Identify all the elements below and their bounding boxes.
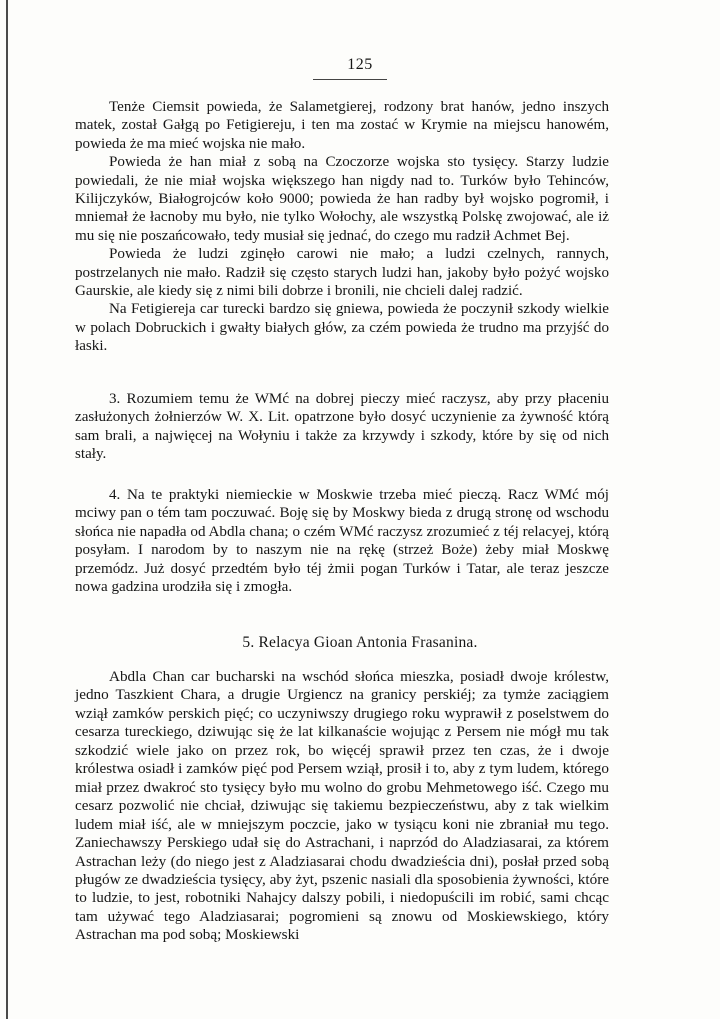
numbered-point-4: [75, 486, 609, 596]
page-number: 125: [347, 56, 373, 73]
paragraph-czoczora-army: Powieda że han miał z sobą na Czoczorze wojska sto tysięcy. Starzy ludzie powiedali, że nie miał wojska większego han nigdy nad to. Turków było Tehinców, Kilijczyków, Białogrojców koło 9000; powieda że han radby był wojsko pogromił, i mniemał że łacnoby mu było, nie tylko Wołochy, ale wszystką Polskę zwojować, ale iż mu się nie poszańcowało, tedy musiał się jednać, do czego mu radził Achmet Bej.: [75, 154, 609, 244]
paragraph-salametgierej: Tenże Ciemsit powieda, że Salametgierej, rodzony brat hanów, jedno inszych matek, został Gałgą po Fetigiereju, i ten ma zostać w Krymie na miejscu hanowém, powieda że ma mieć wojska nie mało.: [75, 99, 609, 152]
paragraph-abdla-chan: Abdla Chan car bucharski na wschód słońca mieszka, posiadł dwoje królestw, jedno Taszkient Chara, a drugie Urgiencz na granicy perskiéj; za tymże zaciągiem wziął zamków perskich pięć; co uczyniwszy drugiego roku wyprawił z poselstwem do cesarza tureckiego, dziwując się że lat kilkanaście wojując z Persem nie mógł mu tak szkodzić wiele jako on przez rok, bo więcéj sprawił przez ten czas, że i dwoje królestwa osiadł i zamków pięć pod Persem wziął, prosił i to, aby z tym ludem, którego miał przez dwakroć sto tysięcy było mu wolno do grobu Mehmetowego iść. Czego mu cesarz pozwolić nie chciał, dziwując się takiemu bezpieczeństwu, aby z tak wielkim ludem miał iść, ale w mniejszym poczcie, jako w tysiącu koni nie zbraniał mu tego. Zaniechawszy Perskiego udał się do Astrachani, i naprzód do Aladziasarai, za którem Astrachan leży (do niego jest z Aladziasarai chodu dwadzieścia dni), posłał przed sobą pługów ze dwadzieścia tysięcy, aby żyt, pszenic nasiali dla sposobienia żywności, które to ludzie, to jest, robotniki Nahajcy dalszy pobili, i niedopuścili im robić, sami chcąc tam używać tego Aladziasarai; pogromieni są znowu od Moskiewskiego, który Astrachan ma pod sobą; Moskiewski: [75, 668, 609, 944]
numbered-point-3: [75, 390, 609, 464]
report-continuation: [75, 98, 609, 356]
page-edge-rule: [6, 0, 8, 1019]
section-heading: 5. Relacya Gioan Antonia Frasanina.: [242, 634, 478, 651]
paragraph-point-4: 4. Na te praktyki niemieckie w Moskwie trzeba mieć pieczą. Racz WMć mój mciwy pan o tém tam poczuwać. Boję się by Moskwy bieda z drugą stronę od wschodu słońca nie napadła od Abdla chana; o czém WMć raczysz zrozumieć z téj relacyej, którą posyłam. I narodom by to naszym nie na rękę (strzeż Boże) żeby miał Moskwę przemódz. Już dosyć przedtém było téj żmii pogan Turków i Tatar, ale teraz jeszcze nowa gadzina urodziła się i zmogła.: [75, 487, 609, 596]
paragraph-losses: Powieda że ludzi zginęło carowi nie mało; a ludzi czelnych, rannych, postrzelanych nie mało. Radził się często starych ludzi han, jakoby było pożyć wojsko Gaurskie, ale kiedy się z nimi bili dobrze i bronili, nie chcieli dalej radzić.: [75, 246, 609, 300]
paragraph-point-3: 3. Rozumiem temu że WMć na dobrej pieczy mieć raczysz, aby przy płaceniu zasłużonych żołnierzów W. X. Lit. opatrzone było dosyć uczynienie za żywność którą sam brali, a najwięcej na Wołyniu i także za krzywdy i szkody, które by się od nich stały.: [75, 391, 609, 463]
page-number-underline: [313, 79, 387, 80]
paragraph-fetigierej: Na Fetigiereja car turecki bardzo się gniewa, powieda że poczynił szkody wielkie w polach Dobruckich i gwałty białych głów, za czém powieda że trudno ma przyjść do łaski.: [75, 301, 609, 355]
relacya-section: [75, 668, 609, 945]
